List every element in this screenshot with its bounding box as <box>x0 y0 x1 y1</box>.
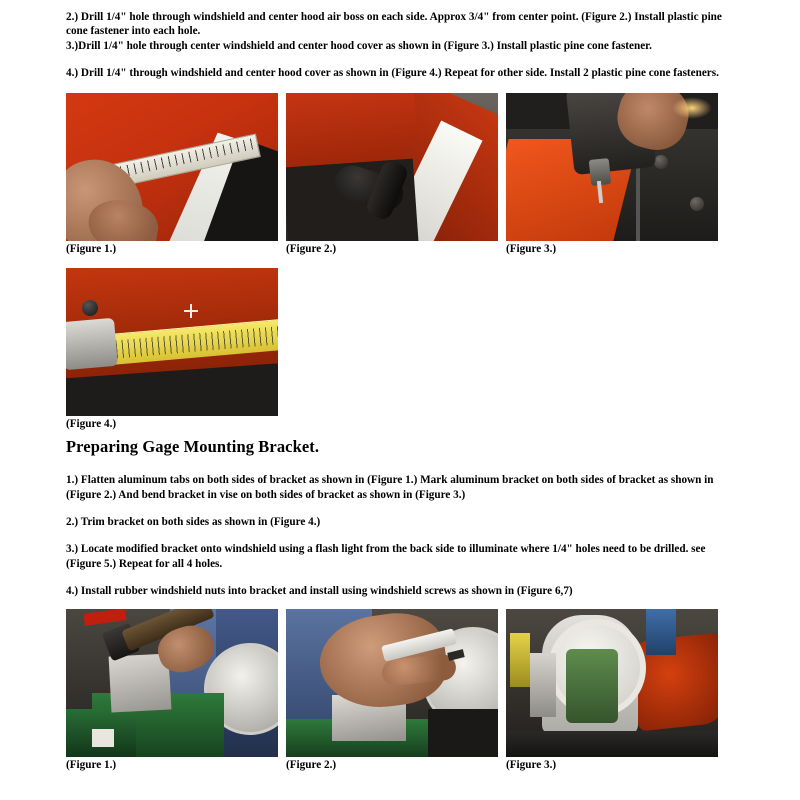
photo-figure-4-tape-measure <box>66 268 278 416</box>
paragraph-bracket-step-4: 4.) Install rubber windshield nuts into bracket and install using windshield screws as shown in (Figure 6,7) <box>66 584 573 597</box>
figure-cell <box>66 609 278 772</box>
photo-figure-3-gage-mounted <box>506 609 718 757</box>
figure-cell <box>506 609 718 772</box>
section-title: Preparing Gage Mounting Bracket. <box>66 437 320 457</box>
photo-figure-2-marking-bracket <box>286 609 498 757</box>
figure-caption: (Figure 3.) <box>506 243 557 256</box>
document-content <box>66 10 734 773</box>
figure-caption: (Figure 4.) <box>66 417 117 430</box>
photo-figure-2-hose <box>286 93 498 241</box>
figure-cell <box>66 268 278 431</box>
paragraph-bracket-step-2: 2.) Trim bracket on both sides as shown in (Figure 4.) <box>66 515 321 528</box>
photo-figure-3-drill <box>506 93 718 241</box>
figure-caption: (Figure 1.) <box>66 759 117 772</box>
figure-cell <box>286 93 498 256</box>
paragraph-step-4: 4.) Drill 1/4" through windshield and center hood cover as shown in (Figure 4.) Repeat for other side. Install 2 plastic pine cone fasteners. <box>66 66 719 79</box>
photo-figure-1-vise-hammer <box>66 609 278 757</box>
figure-caption: (Figure 2.) <box>286 759 337 772</box>
figure-row-3 <box>66 609 734 772</box>
paragraph-step-3: 3.)Drill 1/4" hole through center windshield and center hood cover as shown in (Figure 3.) Install plastic pine cone fastener. <box>66 39 652 52</box>
figure-caption: (Figure 1.) <box>66 243 117 256</box>
figure-cell <box>506 93 718 256</box>
paragraph-bracket-step-3: 3.) Locate modified bracket onto windshield using a flash light from the back side to illuminate where 1/4" holes need to be drilled. see (Figure 5.) Repeat for all 4 holes. <box>66 543 706 570</box>
figure-caption: (Figure 3.) <box>506 759 557 772</box>
paragraph-bracket-step-1: 1.) Flatten aluminum tabs on both sides of bracket as shown in (Figure 1.) Mark aluminum bracket on both sides of bracket as shown in (Figure 2.) And bend bracket in vise on both sides of bracket as shown in (Figure 3.) <box>66 474 714 501</box>
figure-cell <box>66 93 278 256</box>
paragraph-step-2: 2.) Drill 1/4" hole through windshield and center hood air boss on each side. Approx 3/4" from center point. (Figure 2.) Install plastic pine cone fastener into each hole. <box>66 11 722 38</box>
figure-row-2 <box>66 268 734 431</box>
figure-cell <box>286 609 498 772</box>
figure-row-1 <box>66 93 734 256</box>
photo-figure-1-ruler <box>66 93 278 241</box>
figure-caption: (Figure 2.) <box>286 243 337 256</box>
